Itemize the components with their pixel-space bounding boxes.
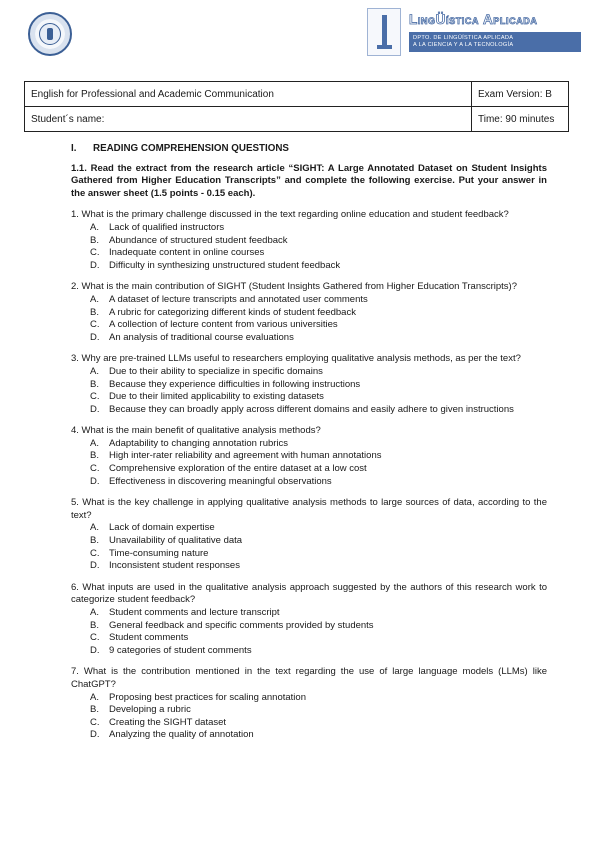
answer-option bbox=[71, 366, 547, 379]
exam-info-row bbox=[25, 107, 569, 132]
option-text: A rubric for categorizing different kinds of student feedback bbox=[109, 306, 356, 318]
option-letter: C. bbox=[90, 632, 100, 644]
option-text: Inconsistent student responses bbox=[109, 560, 240, 572]
question-item bbox=[71, 497, 547, 573]
answer-options bbox=[71, 438, 547, 488]
answer-option bbox=[71, 247, 547, 260]
option-text: Developing a rubric bbox=[109, 704, 191, 716]
option-letter: D. bbox=[90, 259, 100, 271]
answer-option bbox=[71, 607, 547, 620]
option-letter: D. bbox=[90, 403, 100, 415]
question-item bbox=[71, 666, 547, 742]
answer-option bbox=[71, 692, 547, 705]
answer-option bbox=[71, 260, 547, 273]
exercise-instructions: 1.1. Read the extract from the research article “SIGHT: A Large Annotated Dataset on Student Insights Gathered from Higher Education Transcripts” and complete the following exercise. Put your answer in the answer sheet (1.5 points - 0.15 each). bbox=[71, 162, 547, 199]
option-letter: C. bbox=[90, 319, 100, 331]
section-title: READING COMPREHENSION QUESTIONS bbox=[93, 143, 289, 154]
option-letter: C. bbox=[90, 463, 100, 475]
answer-option bbox=[71, 704, 547, 717]
answer-option bbox=[71, 404, 547, 417]
option-letter: D. bbox=[90, 331, 100, 343]
option-letter: B. bbox=[90, 378, 99, 390]
answer-options bbox=[71, 294, 547, 344]
option-text: Lack of domain expertise bbox=[109, 522, 215, 534]
answer-options bbox=[71, 692, 547, 742]
department-emblem-icon bbox=[367, 8, 401, 56]
option-text: Inadequate content in online courses bbox=[109, 247, 265, 259]
option-text: Proposing best practices for scaling annotation bbox=[109, 691, 306, 703]
option-text: Student comments and lecture transcript bbox=[109, 607, 280, 618]
option-letter: C. bbox=[90, 247, 100, 259]
option-text: Time-consuming nature bbox=[109, 547, 209, 559]
answer-option bbox=[71, 450, 547, 463]
option-text: Lack of qualified instructors bbox=[109, 221, 225, 233]
option-letter: A. bbox=[90, 221, 99, 233]
answer-option bbox=[71, 222, 547, 235]
answer-option bbox=[71, 294, 547, 307]
question-item bbox=[71, 281, 547, 344]
department-name: LingÜística Aplicada bbox=[409, 12, 538, 27]
exam-info-row bbox=[25, 82, 569, 107]
option-text: An analysis of traditional course evaluations bbox=[109, 331, 294, 343]
option-text: Due to their ability to specialize in specific domains bbox=[109, 365, 323, 377]
option-text: General feedback and specific comments provided by students bbox=[109, 619, 374, 631]
option-text: Unavailability of qualitative data bbox=[109, 535, 243, 547]
answer-option bbox=[71, 235, 547, 248]
section-number: I. bbox=[71, 143, 77, 154]
question-text: 1. What is the primary challenge discussed in the text regarding online education and student feedback? bbox=[71, 209, 509, 221]
answer-options bbox=[71, 366, 547, 416]
option-letter: B. bbox=[90, 450, 99, 462]
option-letter: C. bbox=[90, 547, 100, 559]
option-text: Student comments bbox=[109, 632, 189, 644]
option-text: Creating the SIGHT dataset bbox=[109, 716, 227, 728]
answer-option bbox=[71, 307, 547, 320]
department-tagline-line-2: A LA CIENCIA Y A LA TECNOLOGÍA bbox=[413, 41, 514, 48]
exam-content bbox=[71, 143, 547, 751]
question-text: 7. What is the contribution mentioned in the text regarding the use of large language models (LLMs) like ChatGPT? bbox=[71, 666, 547, 690]
department-logo bbox=[367, 8, 582, 56]
option-letter: D. bbox=[90, 644, 100, 656]
answer-option bbox=[71, 645, 547, 658]
answer-option bbox=[71, 717, 547, 730]
seal-emblem-icon bbox=[39, 23, 61, 45]
option-letter: A. bbox=[90, 293, 99, 305]
question-item bbox=[71, 353, 547, 416]
section-heading bbox=[71, 143, 547, 156]
option-letter: B. bbox=[90, 234, 99, 246]
option-text: Difficulty in synthesizing unstructured student feedback bbox=[109, 259, 341, 271]
answer-option bbox=[71, 548, 547, 561]
answer-option bbox=[71, 463, 547, 476]
question-text: 2. What is the main contribution of SIGHT (Student Insights Gathered from Higher Education Transcripts)? bbox=[71, 281, 518, 293]
option-letter: C. bbox=[90, 716, 100, 728]
question-list bbox=[71, 209, 547, 742]
answer-option bbox=[71, 391, 547, 404]
option-letter: D. bbox=[90, 729, 100, 741]
answer-options bbox=[71, 222, 547, 272]
student-name-field: Student´s name: bbox=[25, 107, 472, 132]
university-seal-logo bbox=[28, 12, 72, 56]
answer-option bbox=[71, 438, 547, 451]
option-letter: B. bbox=[90, 306, 99, 318]
option-text: Because they experience difficulties in following instructions bbox=[109, 378, 361, 390]
option-text: Analyzing the quality of annotation bbox=[109, 729, 254, 741]
option-letter: A. bbox=[90, 691, 99, 703]
answer-option bbox=[71, 535, 547, 548]
answer-option bbox=[71, 620, 547, 633]
exam-info-table bbox=[24, 81, 569, 132]
exam-time: Time: 90 minutes bbox=[472, 107, 569, 132]
question-item bbox=[71, 425, 547, 488]
option-text: High inter-rater reliability and agreement with human annotations bbox=[109, 450, 382, 462]
option-letter: A. bbox=[90, 607, 99, 618]
question-text: 5. What is the key challenge in applying qualitative analysis methods to large sources of data, according to the text? bbox=[71, 497, 547, 521]
question-text: 6. What inputs are used in the qualitative analysis approach suggested by the authors of this research work to categorize student feedback? bbox=[71, 581, 547, 606]
option-letter: B. bbox=[90, 704, 99, 716]
department-tagline-line-1: DPTO. DE LINGÜÍSTICA APLICADA bbox=[413, 35, 514, 41]
answer-options bbox=[71, 522, 547, 572]
answer-option bbox=[71, 319, 547, 332]
department-tagline bbox=[409, 32, 581, 52]
option-text: 9 categories of student comments bbox=[109, 644, 252, 656]
option-text: Due to their limited applicability to existing datasets bbox=[109, 391, 324, 403]
option-text: Abundance of structured student feedback bbox=[109, 234, 288, 246]
option-letter: A. bbox=[90, 437, 99, 449]
option-letter: D. bbox=[90, 475, 100, 487]
option-letter: A. bbox=[90, 522, 99, 534]
answer-options bbox=[71, 607, 547, 657]
question-text: 4. What is the main benefit of qualitative analysis methods? bbox=[71, 425, 321, 437]
option-text: Effectiveness in discovering meaningful observations bbox=[109, 475, 332, 487]
option-letter: B. bbox=[90, 535, 99, 547]
answer-option bbox=[71, 332, 547, 345]
question-item bbox=[71, 582, 547, 658]
answer-option bbox=[71, 632, 547, 645]
answer-option bbox=[71, 560, 547, 573]
answer-option bbox=[71, 379, 547, 392]
question-text: 3. Why are pre-trained LLMs useful to researchers employing qualitative analysis methods, as per the text? bbox=[71, 353, 521, 365]
answer-option bbox=[71, 729, 547, 742]
option-text: A dataset of lecture transcripts and annotated user comments bbox=[109, 293, 368, 305]
option-text: Comprehensive exploration of the entire dataset at a low cost bbox=[109, 463, 367, 475]
option-text: Because they can broadly apply across different domains and easily adhere to given instructions bbox=[109, 403, 514, 415]
answer-option bbox=[71, 476, 547, 489]
option-letter: B. bbox=[90, 619, 99, 631]
option-letter: D. bbox=[90, 560, 100, 572]
option-letter: C. bbox=[90, 391, 100, 403]
answer-option bbox=[71, 522, 547, 535]
exam-version: Exam Version: B bbox=[472, 82, 569, 107]
course-name: English for Professional and Academic Communication bbox=[25, 82, 472, 107]
option-letter: A. bbox=[90, 365, 99, 377]
question-item bbox=[71, 209, 547, 272]
option-text: Adaptability to changing annotation rubrics bbox=[109, 437, 289, 449]
option-text: A collection of lecture content from various universities bbox=[109, 319, 338, 331]
